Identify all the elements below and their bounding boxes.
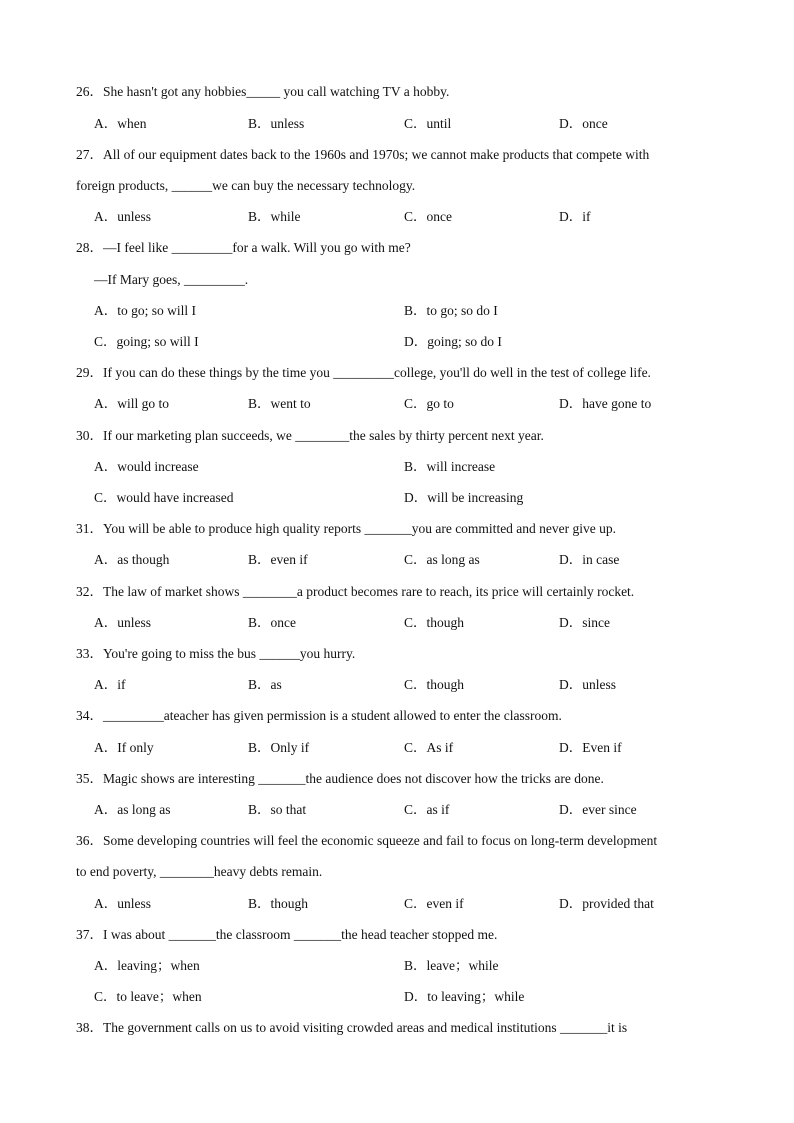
q32-option-c: C．though <box>404 615 465 630</box>
q32-option-a: A．unless <box>94 615 151 630</box>
q32-option-b: B．once <box>248 615 296 630</box>
q35-option-b: B．so that <box>248 802 307 817</box>
q31-option-c: C．as long as <box>404 552 480 567</box>
q28-option-a: A．to go; so will I <box>94 303 197 318</box>
q33-option-a: A．if <box>94 677 126 692</box>
q35-option-c: C．as if <box>404 802 450 817</box>
q27-option-a: A．unless <box>94 209 151 224</box>
q29-option-d: D．have gone to <box>559 396 652 411</box>
q31-option-d: D．in case <box>559 552 620 567</box>
question-28-stem-continued: —If Mary goes, _________. <box>94 272 249 287</box>
question-30-stem: 30．If our marketing plan succeeds, we ________the sales by thirty percent next year. <box>76 428 544 443</box>
question-36-stem: 36．Some developing countries will feel the economic squeeze and fail to focus on long-term development <box>76 833 658 848</box>
q36-option-b: B．though <box>248 896 309 911</box>
q26-option-c: C．until <box>404 116 452 131</box>
question-27-stem-continued: foreign products, ______we can buy the necessary technology. <box>76 178 416 193</box>
question-32-stem: 32．The law of market shows ________a product becomes rare to reach, its price will certainly rocket. <box>76 584 635 599</box>
question-26-stem: 26．She hasn't got any hobbies_____ you call watching TV a hobby. <box>76 84 450 99</box>
question-37-stem: 37．I was about _______the classroom _______the head teacher stopped me. <box>76 927 498 942</box>
q30-option-d: D．will be increasing <box>404 490 524 505</box>
q31-option-b: B．even if <box>248 552 308 567</box>
q27-option-b: B．while <box>248 209 301 224</box>
question-29-stem: 29．If you can do these things by the time you _________college, you'll do well in the test of college life. <box>76 365 651 380</box>
q30-option-a: A．would increase <box>94 459 199 474</box>
question-38-stem: 38．The government calls on us to avoid visiting crowded areas and medical institutions _______it is <box>76 1020 628 1035</box>
question-31-stem: 31．You will be able to produce high quality reports _______you are committed and never give up. <box>76 521 617 536</box>
q35-option-a: A．as long as <box>94 802 171 817</box>
q37-option-d: D．to leaving；while <box>404 989 525 1004</box>
q37-option-c: C．to leave；when <box>94 989 202 1004</box>
q31-option-a: A．as though <box>94 552 170 567</box>
q33-option-c: C．though <box>404 677 465 692</box>
q26-option-d: D．once <box>559 116 608 131</box>
question-34-stem: 34．_________ateacher has given permission is a student allowed to enter the classroom. <box>76 708 562 723</box>
q30-option-c: C．would have increased <box>94 490 234 505</box>
q29-option-c: C．go to <box>404 396 454 411</box>
q34-option-d: D．Even if <box>559 740 622 755</box>
q34-option-a: A．If only <box>94 740 154 755</box>
q26-option-b: B．unless <box>248 116 305 131</box>
q33-option-b: B．as <box>248 677 282 692</box>
q32-option-d: D．since <box>559 615 610 630</box>
question-27-stem: 27．All of our equipment dates back to the 1960s and 1970s; we cannot make products that compete with <box>76 147 650 162</box>
q28-option-c: C．going; so will I <box>94 334 199 349</box>
q26-option-a: A．when <box>94 116 147 131</box>
q27-option-d: D．if <box>559 209 591 224</box>
question-36-stem-continued: to end poverty, ________heavy debts remain. <box>76 864 323 879</box>
q37-option-b: B．leave；while <box>404 958 499 973</box>
q37-option-a: A．leaving；when <box>94 958 200 973</box>
q36-option-a: A．unless <box>94 896 151 911</box>
question-28-stem: 28．—I feel like _________for a walk. Will you go with me? <box>76 240 411 255</box>
q36-option-c: C．even if <box>404 896 464 911</box>
q34-option-b: B．Only if <box>248 740 310 755</box>
question-33-stem: 33．You're going to miss the bus ______you hurry. <box>76 646 356 661</box>
q29-option-b: B．went to <box>248 396 311 411</box>
q30-option-b: B．will increase <box>404 459 496 474</box>
q29-option-a: A．will go to <box>94 396 170 411</box>
q27-option-c: C．once <box>404 209 452 224</box>
question-35-stem: 35．Magic shows are interesting _______the audience does not discover how the tricks are done. <box>76 771 604 786</box>
q33-option-d: D．unless <box>559 677 616 692</box>
q28-option-b: B．to go; so do I <box>404 303 498 318</box>
q35-option-d: D．ever since <box>559 802 637 817</box>
q34-option-c: C．As if <box>404 740 454 755</box>
q28-option-d: D．going; so do I <box>404 334 502 349</box>
q36-option-d: D．provided that <box>559 896 654 911</box>
